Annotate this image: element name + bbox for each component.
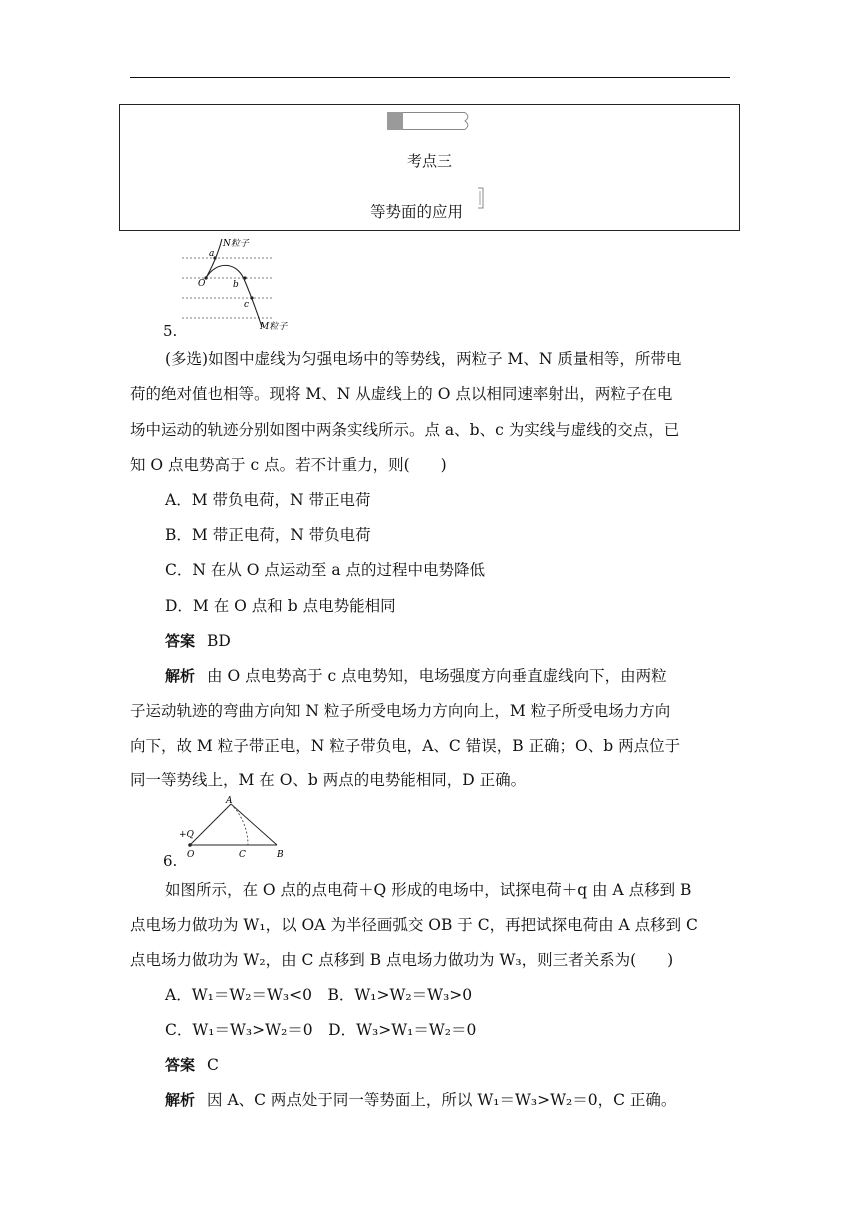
q5-stem-line: 知 O 点电势高于 c 点。若不计重力，则( ) [130,456,447,474]
section-box [119,104,740,231]
arc-ac [231,804,248,845]
q6-options-row-1: A．W₁＝W₂＝W₃<0 B．W₁>W₂＝W₃>0 [165,986,473,1004]
q6-stem-line: 点电场力做功为 W₁，以 OA 为半径画弧交 OB 于 C，再把试探电荷由 A 点移到 C [130,916,698,934]
q6-stem-line: 点电场力做功为 W₂，由 C 点移到 B 点电场力做功为 W₃，则三者关系为( ) [130,951,674,969]
q5-stem-line: 场中运动的轨迹分别如图中两条实线所示。点 a、b、c 为实线与虚线的交点，已 [130,421,680,439]
q5-stem-line: 荷的绝对值也相等。现将 M、N 从虚线上的 O 点以相同速率射出，两粒子在电 [130,385,673,403]
analysis-text: 因 A、C 两点处于同一等势面上，所以 W₁＝W₃>W₂＝0，C 正确。 [207,1091,677,1109]
section-title: 考点三 [406,152,452,170]
q6-options-row-2: C．W₁＝W₃>W₂＝0 D．W₃>W₁＝W₂＝0 [165,1021,477,1039]
fig2-label-o: O [187,850,195,860]
q6-answer [165,1055,769,1075]
fig2-label-a: A [226,796,233,806]
analysis-text: 由 O 点电势高于 c 点电势知，电场强度方向垂直虚线向下，由两粒 [207,667,667,685]
answer-value: BD [207,632,231,650]
answer-label: 答案 [165,1056,196,1074]
q5-stem-line: (多选)如图中虚线为匀强电场中的等势线，两粒子 M、N 质量相等，所带电 [165,350,682,368]
answer-label: 答案 [165,632,196,650]
fig1-label-a: a [209,249,215,259]
fig1-label-c: c [244,300,250,310]
fig1-label-n: N粒子 [223,239,249,249]
q5-answer [165,631,769,651]
q6-stem-line: 如图所示，在 O 点的点电荷＋Q 形成的电场中，试探电荷＋q 由 A 点移到 B [165,881,692,899]
q5-analysis-line: 同一等势线上，M 在 O、b 两点的电势能相同，D 正确。 [130,771,527,789]
fig2-label-b: B [277,850,284,860]
question-5-number: 5. [163,322,178,340]
q5-analysis-line: 向下，故 M 粒子带正电，N 粒子带负电，A、C 错误，B 正确；O、b 两点位于 [130,737,681,755]
section-tab-decoration [387,112,471,130]
q5-option-c: C．N 在从 O 点运动至 a 点的过程中电势降低 [165,561,486,579]
question-6-number: 6. [163,852,178,870]
q5-option-d: D．M 在 O 点和 b 点电势能相同 [165,597,396,615]
bracket-mark [476,187,486,209]
q5-analysis-line: 子运动轨迹的弯曲方向知 N 粒子所受电场力方向向上，M 粒子所受电场力方向 [130,702,671,720]
fig2-label-c: C [239,850,246,860]
q5-analysis [165,666,769,686]
analysis-label: 解析 [165,667,196,685]
q5-option-b: B．M 带正电荷，N 带负电荷 [165,526,371,544]
fig2-label-q: +Q [179,830,194,840]
fig1-label-o: O [198,279,206,289]
point-charge-figure [176,795,288,861]
q6-analysis [165,1090,769,1110]
analysis-label: 解析 [165,1091,196,1109]
q5-option-a: A．M 带负电荷，N 带正电荷 [165,491,371,509]
header-rule [130,77,730,78]
equipotential-figure [176,231,302,333]
fig1-label-b: b [233,280,239,290]
answer-value: C [207,1056,219,1074]
section-subtitle: 等势面的应用 [370,203,464,221]
fig1-label-m: M粒子 [260,322,288,332]
